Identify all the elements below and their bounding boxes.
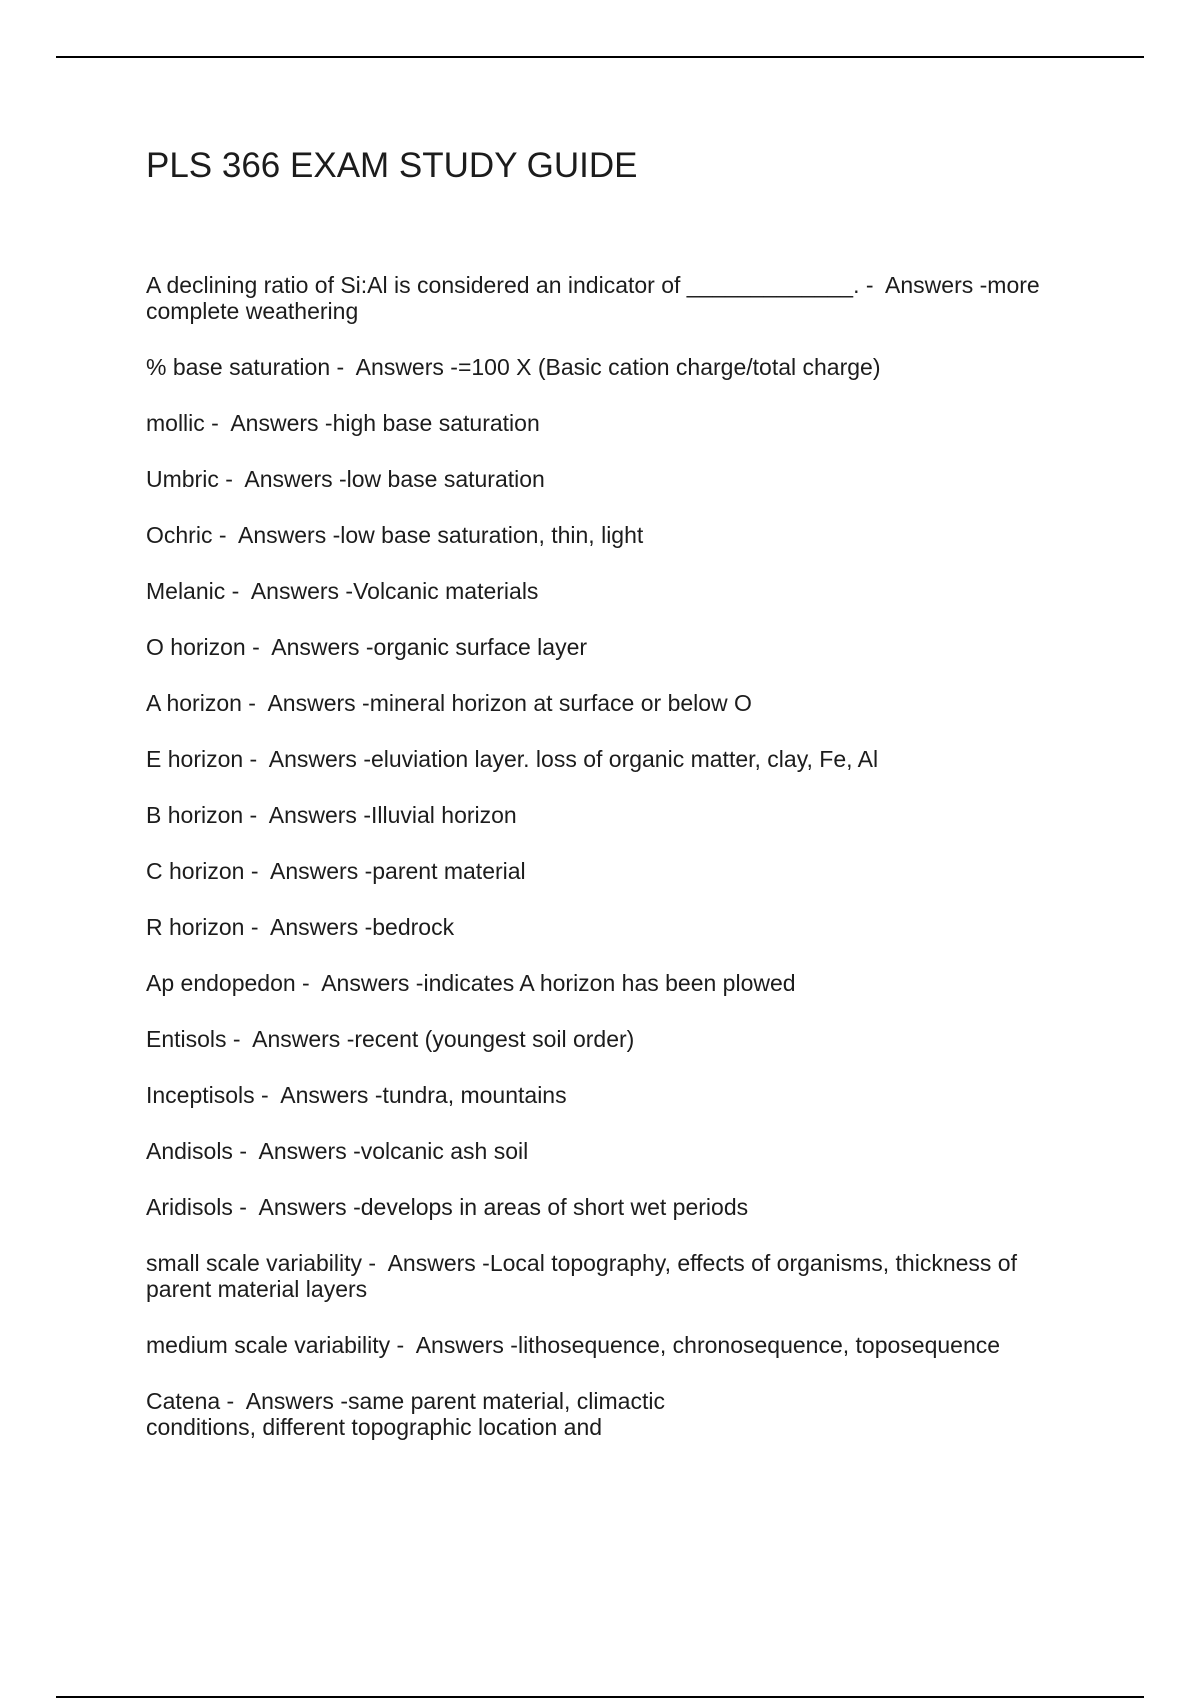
answer: bedrock [372,914,455,940]
term: Ochric [146,522,213,548]
qa-item [146,410,1086,436]
answer: high base saturation [332,410,540,436]
term: Melanic [146,578,226,604]
answer: tundra, mountains [382,1082,567,1108]
answer: low base saturation [346,466,545,492]
qa-item [146,690,1086,716]
term: R horizon [146,914,245,940]
term: Aridisols [146,1194,233,1220]
answer: mineral horizon at surface or below O [369,690,752,716]
qa-item [146,914,1086,940]
answer-separator: - Answers - [212,522,341,548]
answer: Volcanic materials [353,578,539,604]
qa-item [146,272,1086,324]
answer-separator: - Answers - [295,970,424,996]
answer: indicates A horizon has been plowed [423,970,796,996]
term: A horizon [146,690,242,716]
answer: eluviation layer. loss of organic matter, clay, Fe, Al [370,746,879,772]
answer: develops in areas of short wet periods [360,1194,749,1220]
qa-item [146,634,1086,660]
qa-item [146,578,1086,604]
qa-item [146,1332,1086,1358]
answer-separator: - Answers - [218,466,347,492]
qa-item [146,354,1086,380]
answer: same parent material, climactic conditions, different topographic location and [146,1388,665,1440]
term: medium scale variability [146,1332,391,1358]
qa-item [146,1250,1086,1302]
page-title: PLS 366 EXAM STUDY GUIDE [146,146,638,185]
term: O horizon [146,634,246,660]
answer: low base saturation, thin, light [340,522,644,548]
term: small scale variability [146,1250,363,1276]
qa-list [146,272,1086,1470]
answer: volcanic ash soil [360,1138,529,1164]
term: Andisols [146,1138,233,1164]
answer-separator: - Answers - [243,746,371,772]
term: Entisols [146,1026,227,1052]
qa-item [146,1138,1086,1164]
term: mollic [146,410,205,436]
answer-separator: - Answers - [362,1250,490,1276]
answer: Local topography, effects of organisms, thickness of parent material layers [146,1250,1024,1302]
qa-item [146,1388,1086,1440]
term: Inceptisols [146,1082,255,1108]
term: Ap endopedon [146,970,296,996]
bottom-divider [56,1696,1144,1698]
answer-separator: - Answers - [226,1026,355,1052]
answer-separator: - Answers - [330,354,458,380]
answer: more complete weathering [146,272,1047,324]
answer-separator: - Answers - [243,802,371,828]
answer-separator: - Answers - [390,1332,518,1358]
qa-item [146,858,1086,884]
answer-separator: - Answers - [232,1138,361,1164]
answer-separator: - Answers - [220,1388,348,1414]
answer-separator: - Answers - [244,858,373,884]
term: A declining ratio of Si:Al is considered an indicator of _____________. [146,272,860,298]
answer-separator: - Answers - [232,1194,361,1220]
answer: =100 X (Basic cation charge/total charge) [457,354,881,380]
answer: lithosequence, chronosequence, toposequence [517,1332,1001,1358]
qa-item [146,970,1086,996]
term: % base saturation [146,354,331,380]
answer-separator: - Answers - [244,914,373,940]
term: E horizon [146,746,244,772]
qa-item [146,466,1086,492]
answer: recent (youngest soil order) [354,1026,635,1052]
answer-separator: - Answers - [241,690,370,716]
answer: Illuvial horizon [370,802,517,828]
top-divider [56,56,1144,58]
qa-item [146,1082,1086,1108]
term: B horizon [146,802,244,828]
qa-item [146,1026,1086,1052]
qa-item [146,522,1086,548]
qa-item [146,802,1086,828]
answer-separator: - Answers - [254,1082,383,1108]
answer-separator: - Answers - [245,634,374,660]
term: Catena [146,1388,221,1414]
answer-separator: - Answers - [859,272,988,298]
qa-item [146,746,1086,772]
answer-separator: - Answers - [204,410,333,436]
answer: organic surface layer [373,634,588,660]
term: Umbric [146,466,219,492]
term: C horizon [146,858,245,884]
answer-separator: - Answers - [225,578,354,604]
qa-item [146,1194,1086,1220]
answer: parent material [372,858,526,884]
